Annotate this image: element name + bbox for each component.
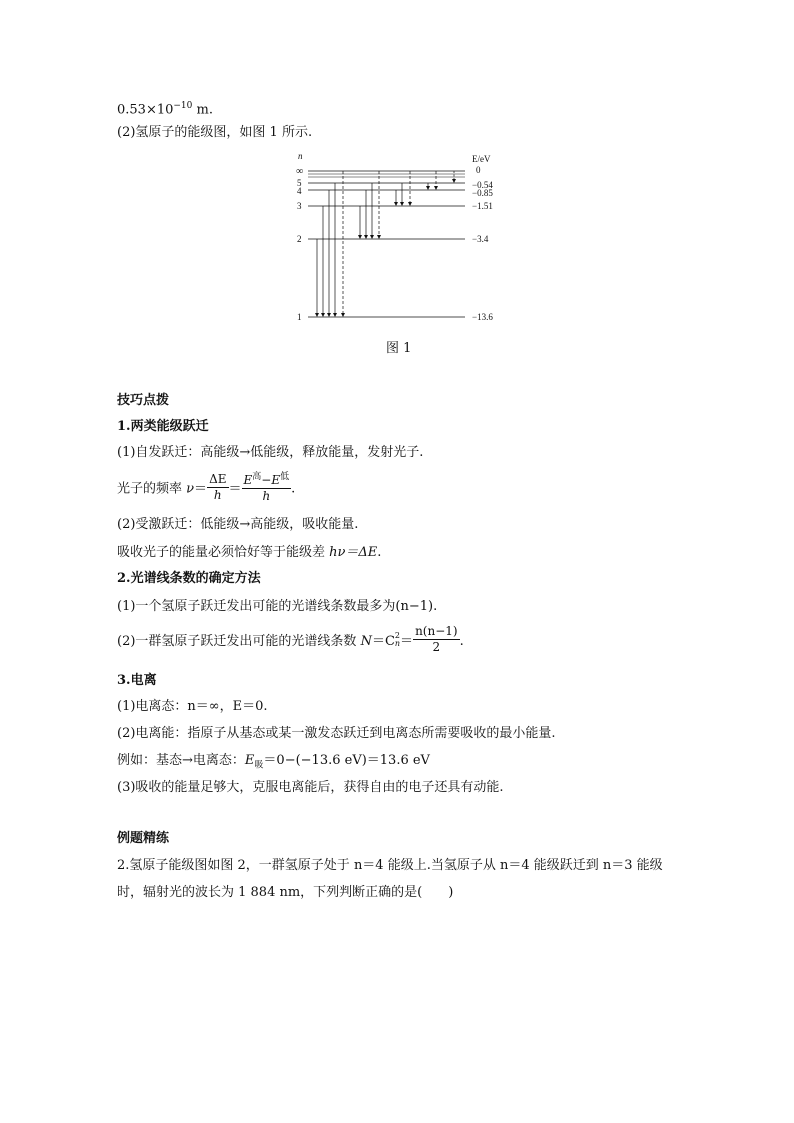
comb-sup: 2 (394, 630, 400, 640)
section2-p2 (117, 626, 464, 657)
energy-level-diagram (290, 150, 510, 330)
radius-unit: m. (192, 102, 213, 118)
photon-frequency-formula (117, 472, 295, 506)
s2-frac-den: 2 (432, 640, 441, 654)
arrowheads-to-n1 (315, 313, 345, 317)
arrowheads-to-n3 (394, 202, 412, 206)
frac2-e-high: E (243, 473, 253, 487)
combination-indices (395, 632, 400, 648)
s3p3-rest: ＝0−(−13.6 eV)＝13.6 eV (263, 753, 430, 768)
section3-title: 3.电离 (117, 673, 157, 688)
transitions-to-n1 (317, 171, 343, 314)
freq-prefix: 光子的频率 (117, 481, 187, 497)
level-e-3: −1.51 (472, 201, 493, 211)
level-n-4: 4 (297, 186, 302, 196)
frac1-den: h (213, 487, 222, 502)
level-n-5: 5 (297, 178, 302, 188)
axis-n-label: n (298, 151, 303, 161)
p3-formula: hν＝ΔE (329, 545, 378, 560)
radius-exponent: −10 (173, 101, 193, 111)
level-n-3: 3 (297, 201, 302, 211)
s3p3-prefix: 例如：基态→电离态： (117, 753, 245, 768)
section1-title: 1.两类能级跃迁 (117, 419, 209, 434)
freq-nu: ν (186, 481, 195, 497)
comb-sub: n (394, 638, 401, 648)
section1-p2: (2)受激跃迁：低能级→高能级，吸收能量. (117, 517, 359, 532)
transitions-to-n3 (396, 171, 410, 203)
tips-heading: 技巧点拨 (117, 393, 170, 408)
section3-p4: (3)吸收的能量足够大，克服电离能后，获得自由的电子还具有动能. (117, 780, 504, 795)
section1-p3 (117, 544, 381, 562)
s3p3-sub: 吸 (254, 760, 264, 771)
axis-e-label: E/eV (472, 154, 491, 164)
freq-end: . (291, 481, 296, 497)
s2p2-eq: ＝C (371, 634, 395, 649)
arrowheads-to-n2 (358, 235, 381, 239)
intro-radius-line (117, 97, 213, 119)
s2p2-eq2: ＝ (400, 634, 414, 649)
section2-title: 2.光谱线条数的确定方法 (117, 571, 261, 586)
s3p3-E: E (244, 753, 255, 768)
level-e-1: −13.6 (472, 312, 493, 322)
example-question-line2: 时，辐射光的波长为 1 884 nm，下列判断正确的是( ) (117, 885, 454, 900)
s2p2-prefix: (2)一群氢原子跃迁发出可能的光谱线条数 (117, 634, 361, 649)
radius-value: 0.53×10 (117, 102, 174, 118)
intro-item2: (2)氢原子的能级图，如图 1 所示. (117, 125, 313, 140)
frac2-e-low: −E (261, 473, 281, 487)
level-e-5: −0.54 (472, 180, 493, 190)
level-n-2: 2 (297, 234, 302, 244)
p3-prefix: 吸收光子的能量必须恰好等于能级差 (117, 545, 330, 560)
section3-p1: (1)电离态：n＝∞，E＝0. (117, 699, 268, 714)
figure-caption: 图 1 (386, 341, 412, 356)
level-e-4: −0.85 (472, 188, 493, 198)
transitions-to-n2 (360, 171, 379, 236)
arrowheads-to-n5 (452, 179, 456, 183)
s2p2-end: . (459, 634, 464, 649)
freq-eq2: ＝ (228, 481, 242, 497)
p3-end: . (377, 545, 382, 560)
section3-p3 (117, 752, 430, 775)
freq-eq: ＝ (194, 481, 208, 497)
section1-p1: (1)自发跃迁：高能级→低能级，释放能量，发射光子. (117, 445, 424, 460)
s2p2-N: N (360, 634, 372, 649)
arrowheads-to-n4 (426, 186, 438, 190)
section3-p2: (2)电离能：指原子从基态或某一激发态跃迁到电离态所需要吸收的最小能量. (117, 726, 556, 741)
level-n-inf: ∞ (296, 166, 304, 177)
fraction-e-diff-over-h (242, 470, 292, 504)
frac1-num: ΔE (209, 471, 227, 486)
frac2-sup-low: 低 (280, 472, 290, 482)
transitions-to-n4 (428, 171, 436, 187)
example-question-line1: 2.氢原子能级图如图 2，一群氢原子处于 n＝4 能级上.当氢原子从 n＝4 能级跃迁到 n＝3 能级 (117, 858, 663, 873)
frac2-den: h (262, 489, 271, 503)
example-heading: 例题精练 (117, 831, 170, 846)
level-n-1: 1 (297, 312, 302, 322)
level-e-inf: 0 (476, 165, 481, 175)
s2-frac-num: n(n−1) (415, 624, 458, 638)
frac2-sup-high: 高 (252, 472, 262, 482)
fraction-n-n-minus-1-over-2 (413, 624, 460, 655)
section2-p1: (1)一个氢原子跃迁发出可能的光谱线条数最多为(n−1). (117, 599, 438, 614)
level-e-2: −3.4 (472, 234, 489, 244)
fraction-delta-e-over-h (207, 472, 228, 503)
